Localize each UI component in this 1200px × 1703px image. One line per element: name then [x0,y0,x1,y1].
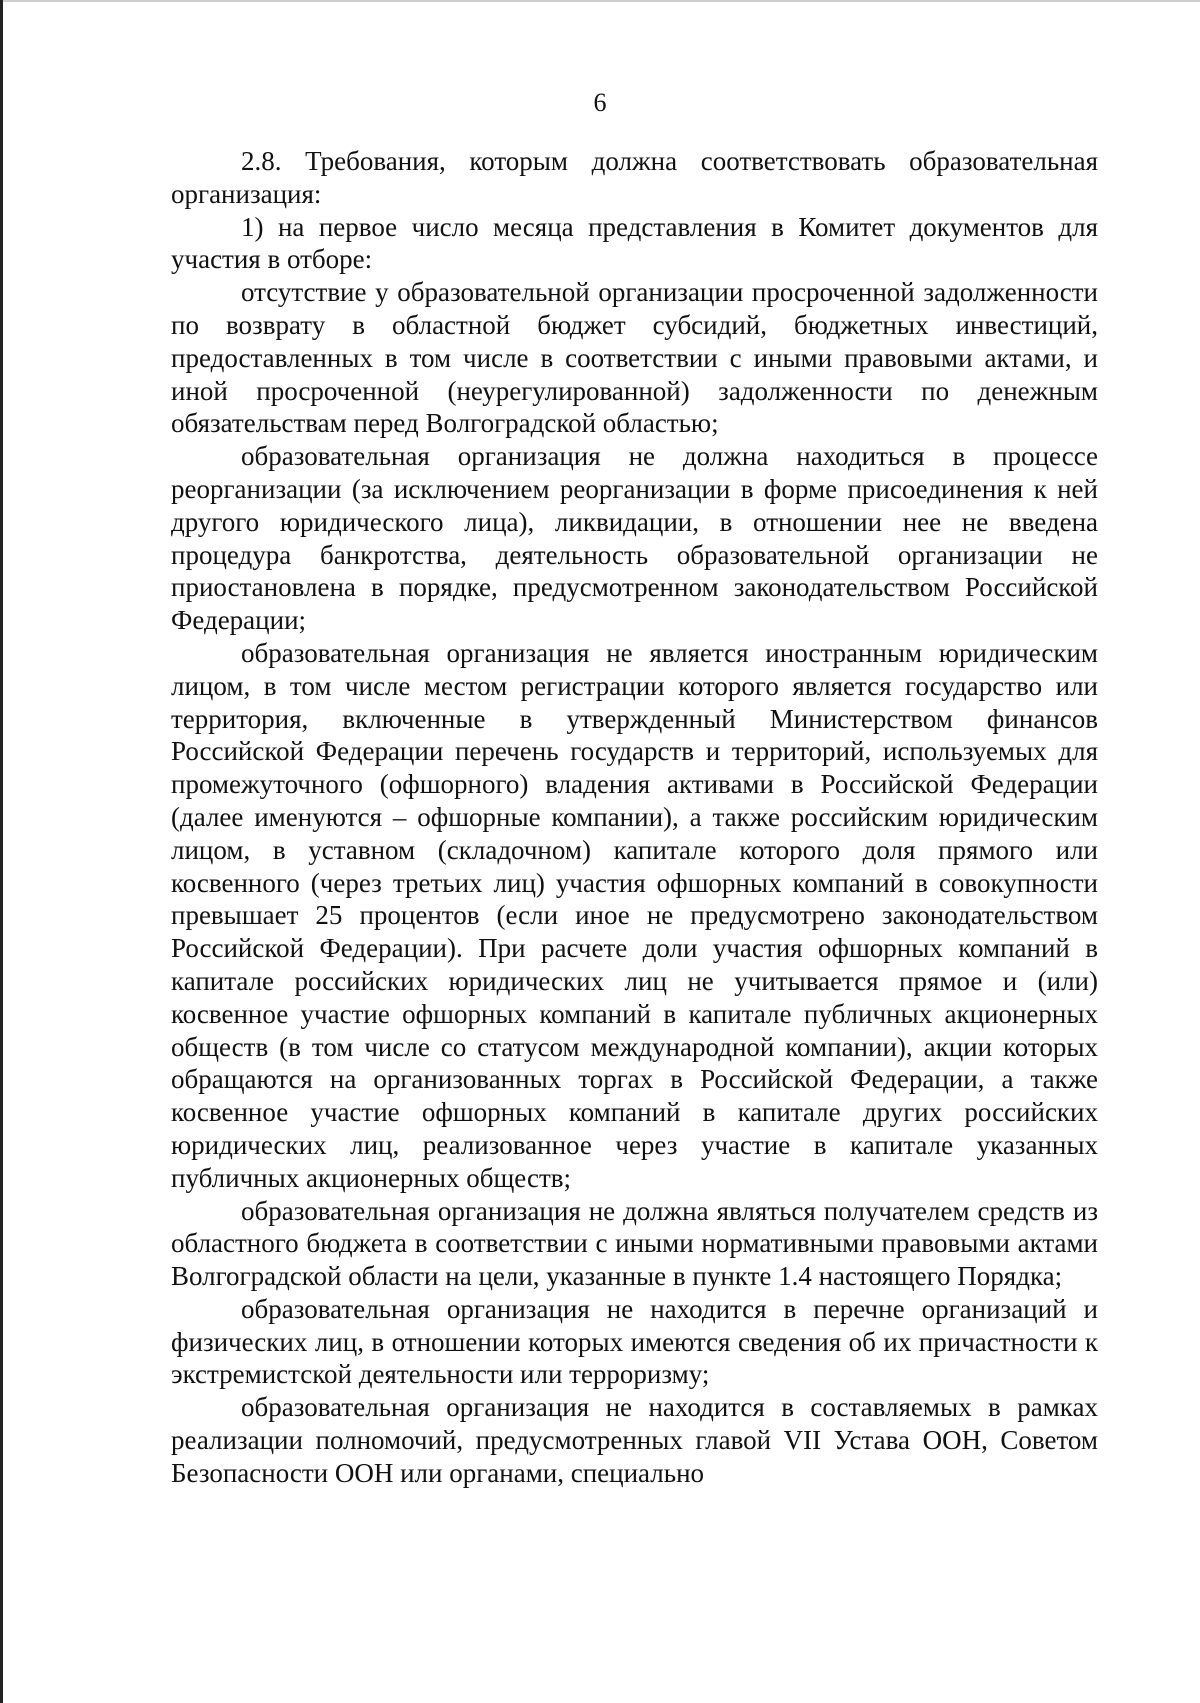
scan-top-edge [0,0,1200,2]
paragraph-item-1: 1) на первое число месяца представления в Комитет документов для участия в отборе: [171,211,1098,275]
paragraph-not-in-extremism-list: образовательная организация не находится в перечне организаций и физических лиц, в отношении которых имеются сведения об их причастности к экстремистской деятельности или терроризму; [171,1293,1098,1390]
paragraph-requirements-heading: 2.8. Требования, которым должна соответствовать образовательная организация: [171,146,1098,209]
page-number: 6 [593,88,607,117]
paragraph-not-budget-recipient: образовательная организация не должна являться получателем средств из областного бюджета в соответствии с иными нормативными правовыми актами Волгоградской области на цели, указанные в пункте 1.4 настоящего Порядка; [171,1195,1098,1292]
document-body [171,145,1098,1490]
scan-left-edge [0,0,3,1703]
paragraph-not-foreign-entity: образовательная организация не является иностранным юридическим лицом, в том числе местом регистрации которого является государство или территория, включенные в утвержденный Министерством финансов Российской Федерации перечень государств и территорий, используемых для промежуточного (офшорного) владения активами в Российской Федерации (далее именуются – офшорные компании), а также российским юридическим лицом, в уставном (складочном) капитале которого доля прямого или косвенного (через третьих лиц) участия офшорных компаний в совокупности превышает 25 процентов (если иное не предусмотрено законодательством Российской Федерации). При расчете доли участия офшорных компаний в капитале российских юридических лиц не учитывается прямое и (или) косвенное участие офшорных компаний в капитале публичных акционерных обществ (в том числе со статусом международной компании), акции которых обращаются на организованных торгах в Российской Федерации, а также косвенное участие офшорных компаний в капитале других российских юридических лиц, реализованное через участие в капитале указанных публичных акционерных обществ; [171,637,1098,1193]
paragraph-no-reorganization: образовательная организация не должна находиться в процессе реорганизации (за исключением реорганизации в форме присоединения к ней другого юридического лица), ликвидации, в отношении нее не введена процедура банкротства, деятельность образовательной организации не приостановлена в порядке, предусмотренном законодательством Российской Федерации; [171,441,1098,636]
paragraph-not-in-un-lists: образовательная организация не находится в составляемых в рамках реализации полномочий, предусмотренных главой VII Устава ООН, Советом Безопасности ООН или органами, специально [171,1392,1098,1488]
paragraph-no-debt: отсутствие у образовательной организации просроченной задолженности по возврату в областной бюджет субсидий, бюджетных инвестиций, предоставленных в том числе в соответствии с иными правовыми актами, и иной просроченной (неурегулированной) задолженности по денежным обязательствам перед Волгоградской областью; [171,277,1098,439]
